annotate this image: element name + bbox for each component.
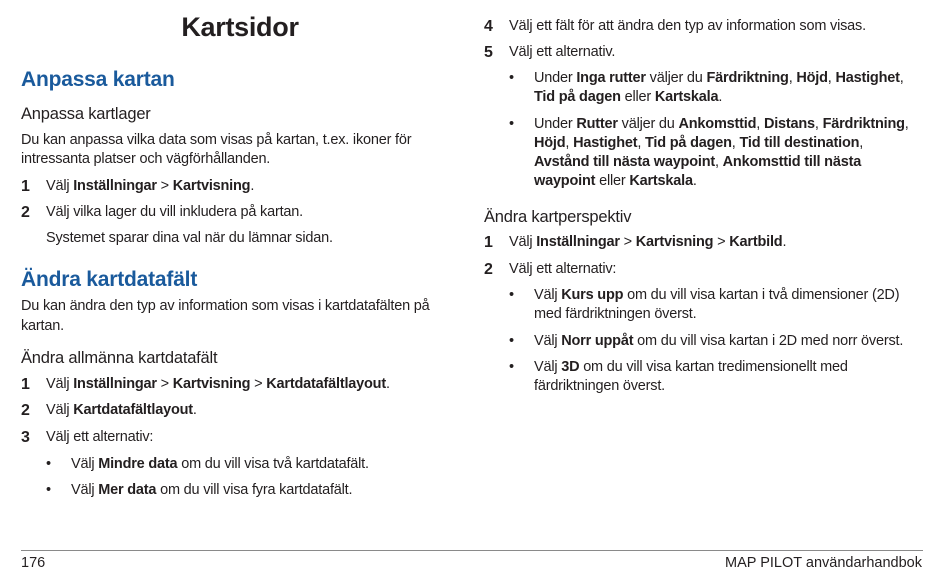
- step-text: Välj vilka lager du vill inkludera på kartan.: [46, 204, 303, 220]
- step-number: 1: [484, 234, 493, 251]
- bullet-text: Välj 3D om du vill visa kartan tredimensionellt med färdriktningen överst.: [534, 359, 848, 394]
- manual-title: MAP PILOT användarhandbok: [725, 555, 922, 571]
- step-number: 3: [21, 429, 30, 446]
- page-number: 176: [21, 555, 46, 571]
- step-number: 2: [21, 204, 30, 221]
- subheading-map-perspective: Ändra kartperspektiv: [484, 208, 632, 226]
- bullet-dot: •: [509, 70, 514, 86]
- section-heading-customize-map: Anpassa kartan: [21, 68, 175, 91]
- step-number: 2: [484, 261, 493, 278]
- subheading-map-layers: Anpassa kartlager: [21, 105, 151, 123]
- page-title: Kartsidor: [181, 12, 299, 42]
- bullet-text: Välj Mer data om du vill visa fyra kartdatafält.: [71, 482, 353, 498]
- step-number: 2: [21, 402, 30, 419]
- bullet-dot: •: [509, 116, 514, 132]
- subheading-general-data-fields: Ändra allmänna kartdatafält: [21, 349, 218, 367]
- bullet-text: Välj Norr uppåt om du vill visa kartan i 2D med norr överst.: [534, 333, 904, 349]
- bullet-dot: •: [509, 287, 514, 303]
- step-text: Välj ett alternativ:: [509, 261, 617, 277]
- bullet-text: Under Rutter väljer du Ankomsttid, Distans, Färdriktning, Höjd, Hastighet, Tid på dagen, Tid till destination, Avstånd till nästa waypoint, Ankomsttid till nästa waypoint eller Kartskala.: [534, 116, 909, 189]
- step-number: 4: [484, 18, 493, 35]
- step-text: Välj ett alternativ.: [509, 44, 616, 60]
- step-text: Välj Kartdatafältlayout.: [46, 402, 197, 418]
- bullet-text: Välj Kurs upp om du vill visa kartan i två dimensioner (2D) med färdriktningen överst.: [534, 287, 900, 322]
- footer-divider: [21, 550, 923, 551]
- step-note: Systemet sparar dina val när du lämnar sidan.: [46, 230, 333, 246]
- paragraph-line: intressanta platser och vägförhållanden.: [21, 151, 271, 167]
- paragraph-line: Du kan ändra den typ av information som visas i kartdatafälten på: [21, 298, 430, 314]
- bullet-dot: •: [46, 482, 51, 498]
- step-number: 5: [484, 44, 493, 61]
- section-heading-change-data-fields: Ändra kartdatafält: [21, 268, 198, 291]
- step-text: Välj Inställningar > Kartvisning > Kartdatafältlayout.: [46, 376, 390, 392]
- step-text: Välj ett alternativ:: [46, 429, 154, 445]
- paragraph-line: kartan.: [21, 318, 64, 334]
- step-number: 1: [21, 376, 30, 393]
- step-number: 1: [21, 178, 30, 195]
- bullet-dot: •: [46, 456, 51, 472]
- bullet-dot: •: [509, 359, 514, 375]
- bullet-text: Välj Mindre data om du vill visa två kartdatafält.: [71, 456, 369, 472]
- bullet-dot: •: [509, 333, 514, 349]
- step-text: Välj ett fält för att ändra den typ av information som visas.: [509, 18, 866, 34]
- step-text: Välj Inställningar > Kartvisning.: [46, 178, 255, 194]
- bullet-text: Under Inga rutter väljer du Färdriktning, Höjd, Hastighet, Tid på dagen eller Kartskala.: [534, 70, 904, 105]
- step-text: Välj Inställningar > Kartvisning > Kartbild.: [509, 234, 787, 250]
- paragraph-line: Du kan anpassa vilka data som visas på kartan, t.ex. ikoner för: [21, 132, 412, 148]
